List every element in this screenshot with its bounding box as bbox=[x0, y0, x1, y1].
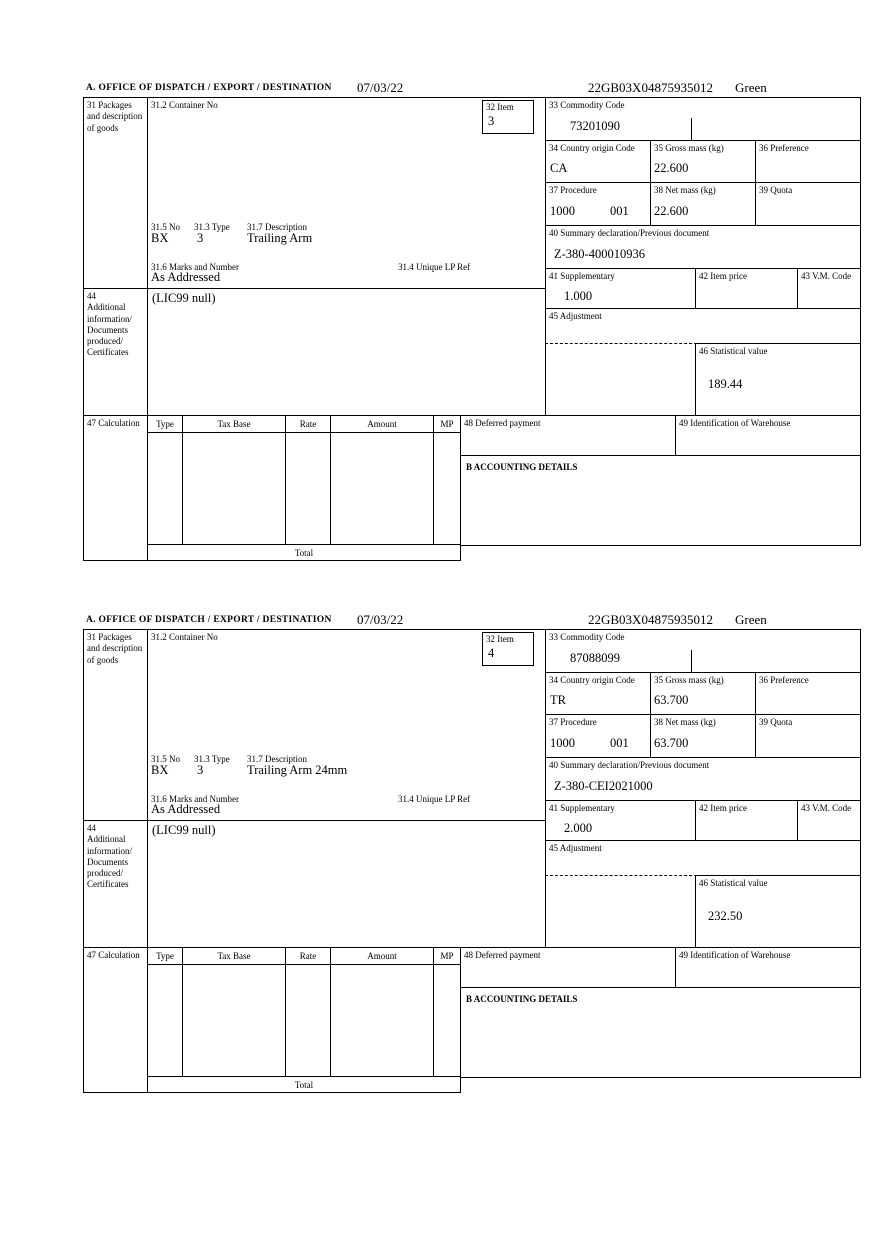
marks-label: 31.6 Marks and Number bbox=[151, 794, 239, 804]
marks-value: As Addressed bbox=[151, 270, 221, 284]
packages-no-value: BX bbox=[151, 763, 169, 777]
procedure-value: 1000 bbox=[550, 204, 575, 218]
statistical-value-box bbox=[695, 875, 861, 948]
calc-col-rate-header: Rate bbox=[285, 415, 331, 433]
supplementary-value: 1.000 bbox=[564, 289, 593, 303]
office-of-dispatch-label: A. OFFICE OF DISPATCH / EXPORT / DESTINATION bbox=[86, 615, 332, 625]
declaration-item-section bbox=[83, 80, 861, 562]
accounting-details-box bbox=[460, 987, 861, 1078]
dashed-divider bbox=[545, 343, 546, 416]
calc-col-rate-header: Rate bbox=[285, 947, 331, 965]
previous-document-value: Z-380-400010936 bbox=[554, 247, 645, 261]
preference-box bbox=[755, 672, 861, 715]
dashed-divider bbox=[545, 875, 546, 948]
item-number-box bbox=[482, 100, 534, 134]
net-mass-value: 22.600 bbox=[654, 204, 689, 218]
procedure-box bbox=[545, 182, 651, 226]
commodity-code-value: 73201090 bbox=[570, 119, 620, 133]
country-origin-label: 34 Country origin Code bbox=[549, 675, 635, 685]
box31-label: 31 Packages and description of goods bbox=[87, 632, 143, 665]
packages-type-value: 3 bbox=[197, 231, 204, 245]
additional-info-box bbox=[147, 820, 546, 948]
warehouse-id-box bbox=[675, 415, 861, 456]
calc-total-row: Total bbox=[147, 1076, 461, 1093]
item-price-label: 42 Item price bbox=[699, 271, 747, 281]
calc-col-amount-header: Amount bbox=[330, 415, 434, 433]
preference-label: 36 Preference bbox=[759, 675, 809, 685]
net-mass-label: 38 Net mass (kg) bbox=[654, 717, 716, 727]
accounting-details-label: B ACCOUNTING DETAILS bbox=[466, 462, 578, 472]
item-number-value: 3 bbox=[488, 114, 495, 128]
vm-code-box bbox=[797, 268, 861, 309]
packages-type-label: 31.3 Type bbox=[194, 754, 230, 764]
statistical-value-label: 46 Statistical value bbox=[699, 878, 768, 888]
calc-body-cell-type bbox=[147, 964, 183, 1077]
calc-body-cell-rate bbox=[285, 964, 331, 1077]
commodity-separator-tick bbox=[691, 118, 692, 141]
gross-mass-label: 35 Gross mass (kg) bbox=[654, 675, 724, 685]
previous-document-box bbox=[545, 225, 861, 269]
previous-document-label: 40 Summary declaration/Previous document bbox=[549, 228, 710, 238]
previous-document-value: Z-380-CEI2021000 bbox=[554, 779, 653, 793]
calc-body-cell-rate bbox=[285, 432, 331, 545]
commodity-code-label: 33 Commodity Code bbox=[549, 632, 625, 642]
quota-label: 39 Quota bbox=[759, 717, 793, 727]
deferred-payment-label: 48 Deferred payment bbox=[464, 950, 541, 960]
box31-label: 31 Packages and description of goods bbox=[87, 100, 143, 133]
supplementary-label: 41 Supplementary bbox=[549, 271, 615, 281]
warehouse-id-label: 49 Identification of Warehouse bbox=[679, 950, 791, 960]
calc-col-type-header: Type bbox=[147, 947, 183, 965]
accounting-details-label: B ACCOUNTING DETAILS bbox=[466, 994, 578, 1004]
calc-body-cell-mp bbox=[433, 432, 461, 545]
calc-body-cell-tax-base bbox=[182, 432, 286, 545]
country-origin-box bbox=[545, 140, 651, 183]
item-price-box bbox=[695, 800, 798, 841]
gross-mass-value: 63.700 bbox=[654, 693, 689, 707]
previous-document-label: 40 Summary declaration/Previous document bbox=[549, 760, 710, 770]
calc-col-tax-base-header: Tax Base bbox=[182, 947, 286, 965]
box47-calculation-cell bbox=[83, 947, 148, 1093]
calc-body-cell-amount bbox=[330, 432, 434, 545]
procedure-value: 1000 bbox=[550, 736, 575, 750]
adjustment-box bbox=[545, 840, 861, 876]
net-mass-value: 63.700 bbox=[654, 736, 689, 750]
item-number-value: 4 bbox=[488, 646, 495, 660]
quota-label: 39 Quota bbox=[759, 185, 793, 195]
supplementary-value: 2.000 bbox=[564, 821, 593, 835]
calc-body-cell-type bbox=[147, 432, 183, 545]
quota-box bbox=[755, 182, 861, 226]
description-value: Trailing Arm bbox=[247, 231, 313, 245]
vm-code-label: 43 V.M. Code bbox=[801, 803, 852, 813]
quota-box bbox=[755, 714, 861, 758]
item-label: 32 Item bbox=[486, 102, 514, 112]
calc-col-type-header: Type bbox=[147, 415, 183, 433]
commodity-separator-tick bbox=[691, 650, 692, 673]
net-mass-box bbox=[650, 714, 756, 758]
box44-additional-cell bbox=[83, 820, 148, 948]
gross-mass-label: 35 Gross mass (kg) bbox=[654, 143, 724, 153]
net-mass-box bbox=[650, 182, 756, 226]
supplementary-box bbox=[545, 800, 696, 841]
procedure-label: 37 Procedure bbox=[549, 717, 597, 727]
description-value: Trailing Arm 24mm bbox=[247, 763, 348, 777]
container-no-label: 31.2 Container No bbox=[151, 632, 218, 642]
statistical-value: 232.50 bbox=[708, 909, 743, 923]
calc-body-cell-amount bbox=[330, 964, 434, 1077]
warehouse-id-label: 49 Identification of Warehouse bbox=[679, 418, 791, 428]
statistical-value: 189.44 bbox=[708, 377, 743, 391]
commodity-code-value: 87088099 bbox=[570, 651, 620, 665]
packages-no-label: 31.5 No bbox=[151, 222, 180, 232]
box47-calculation-cell bbox=[83, 415, 148, 561]
calc-body-cell-tax-base bbox=[182, 964, 286, 1077]
calc-col-mp-header: MP bbox=[433, 415, 461, 433]
calc-body-cell-mp bbox=[433, 964, 461, 1077]
country-origin-value: CA bbox=[550, 161, 568, 175]
country-origin-label: 34 Country origin Code bbox=[549, 143, 635, 153]
box44-number-label: 44 bbox=[87, 823, 96, 833]
adjustment-box bbox=[545, 308, 861, 344]
calc-total-row: Total bbox=[147, 544, 461, 561]
procedure-box bbox=[545, 714, 651, 758]
movement-reference: 22GB03X04875935012 bbox=[588, 612, 713, 627]
packages-no-label: 31.5 No bbox=[151, 754, 180, 764]
office-of-dispatch-label: A. OFFICE OF DISPATCH / EXPORT / DESTINATION bbox=[86, 83, 332, 93]
deferred-payment-box bbox=[460, 947, 676, 988]
adjustment-label: 45 Adjustment bbox=[549, 843, 602, 853]
dispatch-date: 07/03/22 bbox=[357, 612, 404, 627]
supplementary-box bbox=[545, 268, 696, 309]
description-label: 31.7 Description bbox=[247, 222, 307, 232]
item-number-box bbox=[482, 632, 534, 666]
box44-number-label: 44 bbox=[87, 291, 96, 301]
calc-col-amount-header: Amount bbox=[330, 947, 434, 965]
box44-label: Additional information/ Documents produced/ Certificates bbox=[87, 834, 132, 890]
country-origin-value: TR bbox=[550, 693, 566, 707]
additional-info-box bbox=[147, 288, 546, 416]
commodity-code-box bbox=[545, 97, 861, 141]
procedure-ext-value: 001 bbox=[610, 736, 629, 750]
gross-mass-box bbox=[650, 140, 756, 183]
item-label: 32 Item bbox=[486, 634, 514, 644]
packages-type-value: 3 bbox=[197, 763, 204, 777]
previous-document-box bbox=[545, 757, 861, 801]
description-label: 31.7 Description bbox=[247, 754, 307, 764]
supplementary-label: 41 Supplementary bbox=[549, 803, 615, 813]
box44-label: Additional information/ Documents produced/ Certificates bbox=[87, 302, 132, 358]
accounting-details-box bbox=[460, 455, 861, 546]
commodity-code-label: 33 Commodity Code bbox=[549, 100, 625, 110]
box47-label: 47 Calculation bbox=[87, 950, 140, 960]
unique-lp-ref-label: 31.4 Unique LP Ref bbox=[398, 262, 471, 272]
procedure-label: 37 Procedure bbox=[549, 185, 597, 195]
country-origin-box bbox=[545, 672, 651, 715]
routing-status: Green bbox=[735, 612, 767, 627]
preference-box bbox=[755, 140, 861, 183]
preference-label: 36 Preference bbox=[759, 143, 809, 153]
packages-no-value: BX bbox=[151, 231, 169, 245]
marks-label: 31.6 Marks and Number bbox=[151, 262, 239, 272]
warehouse-id-box bbox=[675, 947, 861, 988]
statistical-value-box bbox=[695, 343, 861, 416]
deferred-payment-box bbox=[460, 415, 676, 456]
box44-additional-cell bbox=[83, 288, 148, 416]
vm-code-label: 43 V.M. Code bbox=[801, 271, 852, 281]
marks-value: As Addressed bbox=[151, 802, 221, 816]
calc-col-mp-header: MP bbox=[433, 947, 461, 965]
calc-col-tax-base-header: Tax Base bbox=[182, 415, 286, 433]
box31-packages-cell bbox=[83, 97, 148, 289]
gross-mass-value: 22.600 bbox=[654, 161, 689, 175]
additional-info-value: (LIC99 null) bbox=[152, 823, 216, 837]
routing-status: Green bbox=[735, 80, 767, 95]
item-price-label: 42 Item price bbox=[699, 803, 747, 813]
net-mass-label: 38 Net mass (kg) bbox=[654, 185, 716, 195]
dispatch-date: 07/03/22 bbox=[357, 80, 404, 95]
gross-mass-box bbox=[650, 672, 756, 715]
item-price-box bbox=[695, 268, 798, 309]
declaration-item-section bbox=[83, 612, 861, 1094]
adjustment-label: 45 Adjustment bbox=[549, 311, 602, 321]
packages-type-label: 31.3 Type bbox=[194, 222, 230, 232]
procedure-ext-value: 001 bbox=[610, 204, 629, 218]
vm-code-box bbox=[797, 800, 861, 841]
commodity-code-box bbox=[545, 629, 861, 673]
movement-reference: 22GB03X04875935012 bbox=[588, 80, 713, 95]
box31-packages-cell bbox=[83, 629, 148, 821]
deferred-payment-label: 48 Deferred payment bbox=[464, 418, 541, 428]
container-no-label: 31.2 Container No bbox=[151, 100, 218, 110]
statistical-value-label: 46 Statistical value bbox=[699, 346, 768, 356]
unique-lp-ref-label: 31.4 Unique LP Ref bbox=[398, 794, 471, 804]
box47-label: 47 Calculation bbox=[87, 418, 140, 428]
additional-info-value: (LIC99 null) bbox=[152, 291, 216, 305]
